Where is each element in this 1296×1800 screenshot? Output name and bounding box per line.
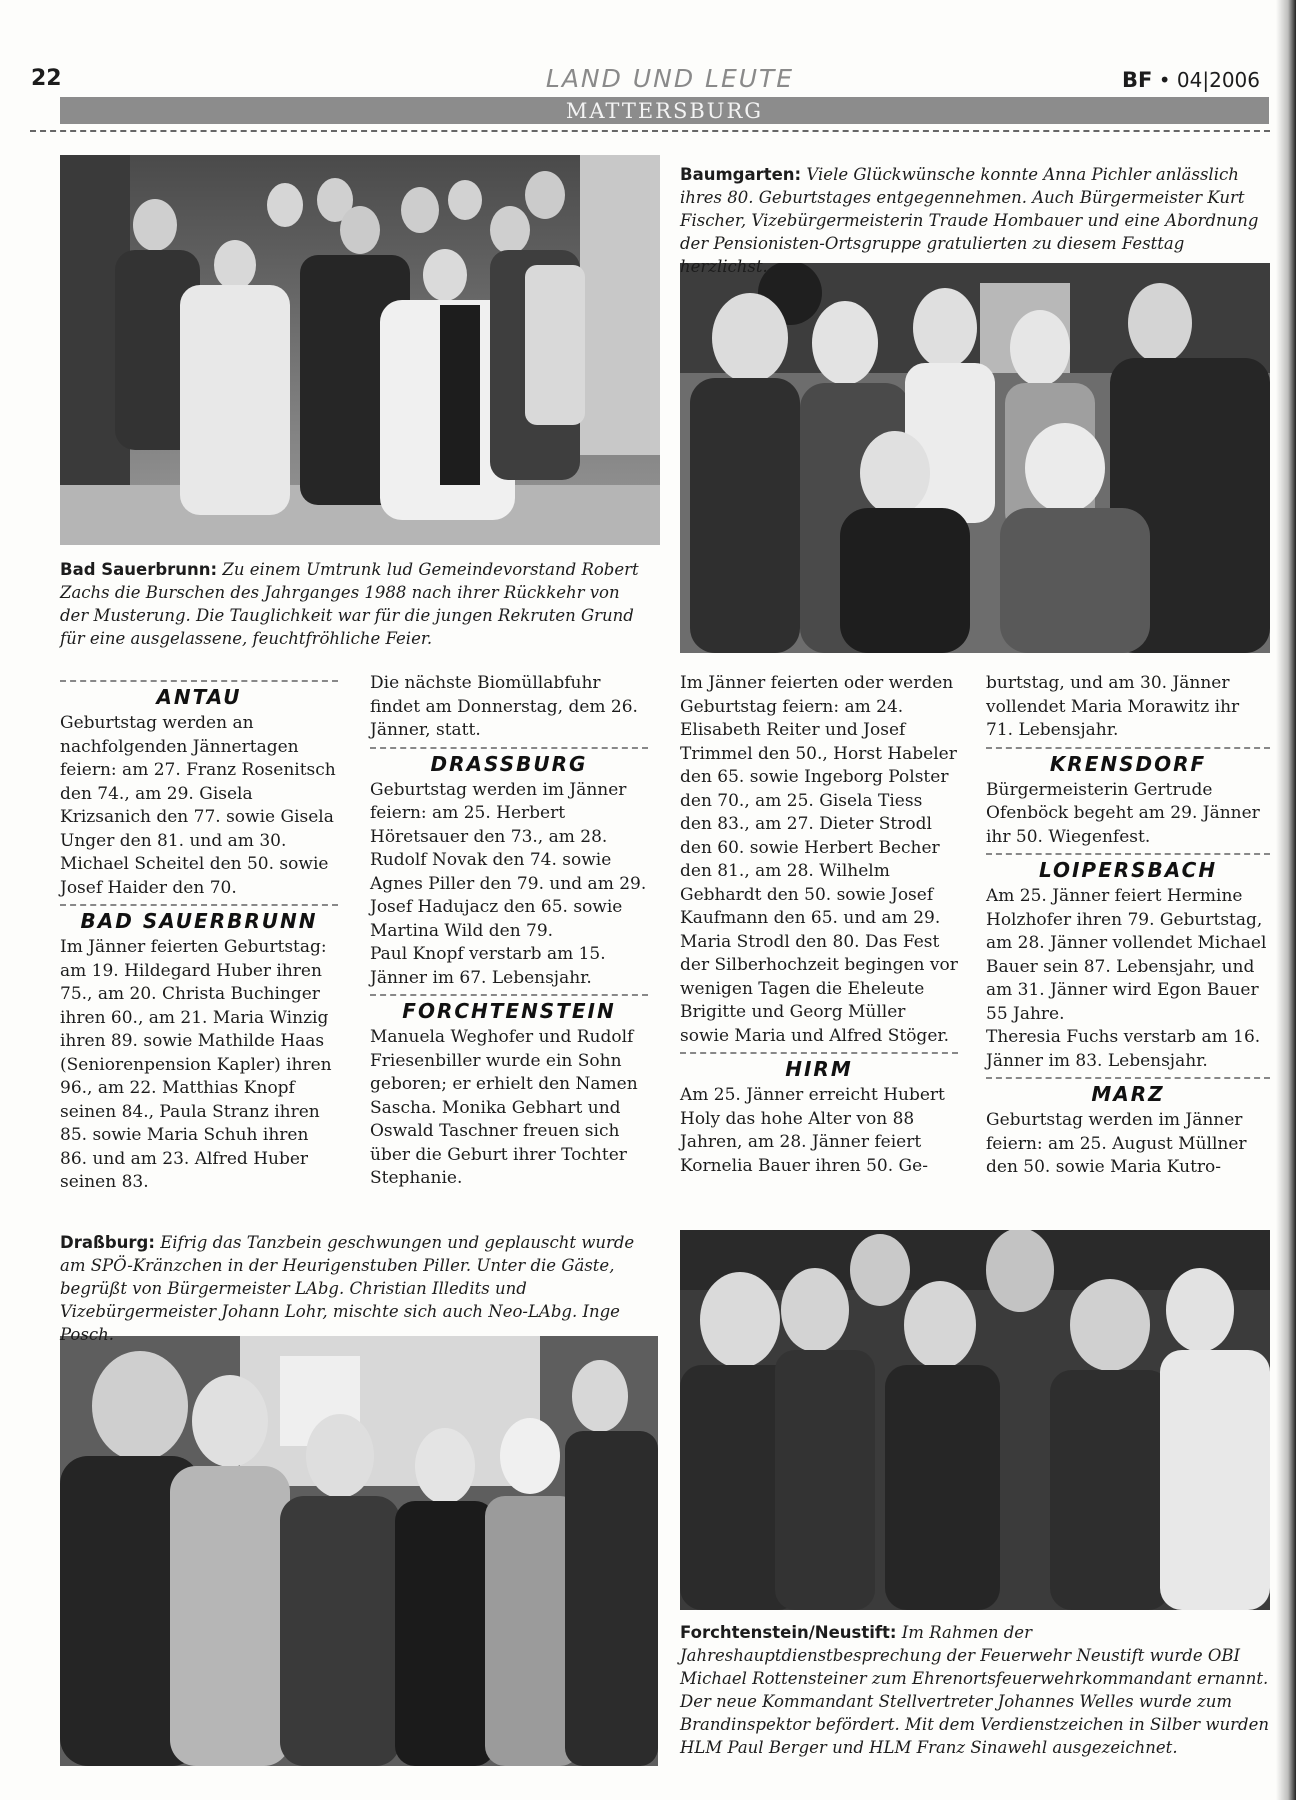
issue-info: [1122, 68, 1260, 92]
caption-forchtenstein-neustift: [680, 1621, 1270, 1759]
heading-bad-sauerbrunn: BAD SAUERBRUNN: [60, 904, 338, 934]
section-kicker: LAND UND LEUTE: [545, 64, 795, 93]
text-biomuell: Die nächste Biomüllabfuhr findet am Donnerstag, dem 26. Jänner, statt.: [370, 673, 638, 740]
heading-drassburg: DRASSBURG: [370, 747, 648, 777]
header-divider: [30, 130, 1270, 132]
heading-antau: ANTAU: [60, 680, 338, 710]
text-forchtenstein: Manuela Weghofer und Rudolf Friesenbiller wurde ein Sohn geboren; er erhielt den Namen Sascha. Monika Gebhart und Oswald Taschner freuen sich über die Geburt ihrer Tochter Stephanie.: [370, 1027, 638, 1188]
heading-forchtenstein: FORCHTENSTEIN: [370, 994, 648, 1024]
article-column-2: [370, 672, 648, 1191]
heading-krensdorf: KRENSDORF: [986, 747, 1270, 777]
issue-separator: •: [1158, 68, 1171, 92]
text-loipersbach: Am 25. Jänner feiert Hermine Holzhofer ihren 79. Geburtstag, am 28. Jänner vollendet Michael Bauer sein 87. Lebensjahr, und am 31. Jänner wird Egon Bauer 55 Jahre.: [986, 886, 1267, 1024]
caption-place: Baumgarten:: [680, 165, 802, 184]
issue-number: 04|2006: [1176, 68, 1260, 92]
heading-loipersbach: LOIPERSBACH: [986, 853, 1270, 883]
article-column-4: [986, 672, 1270, 1180]
text-drassburg: Geburtstag werden im Jänner feiern: am 25. Herbert Höretsauer den 73., am 28. Rudolf Novak den 74. sowie Agnes Piller den 79. und am 29. Josef Hadujacz den 65. sowie Martina Wild den 79.: [370, 779, 647, 941]
text-forchtenstein-cont: Im Jänner feierten oder werden Geburtstag feiern: am 24. Elisabeth Reiter und Josef Trimmel den 50., Horst Habeler den 65. sowie Ingeborg Polster den 70., am 25. Gisela Tiess den 83., am 27. Dieter Strodl den 60. sowie Herbert Becher den 81., am 28. Wilhelm Gebhardt den 50. sowie Josef Kaufmann den 65. und am 29. Maria Strodl den 80. Das Fest der Silberhochzeit begingen vor wenigen Tagen die Eheleute Brigitte und Georg Müller sowie Maria und Alfred Stöger.: [680, 673, 958, 1046]
text-marz: Geburtstag werden im Jänner feiern: am 25. August Müllner den 50. sowie Maria Kutro-: [986, 1110, 1247, 1177]
text-drassburg-death: Paul Knopf verstarb am 15. Jänner im 67. Lebensjahr.: [370, 944, 606, 988]
caption-text: Zu einem Umtrunk lud Gemeindevorstand Robert Zachs die Burschen des Jahrganges 1988 nach ihrer Rückkehr von der Musterung. Die Tauglichkeit war für die jungen Rekruten Grund für eine ausgelassene, feuchtfröhliche Feier.: [60, 560, 639, 648]
text-hirm-cont: burtstag, und am 30. Jänner vollendet Maria Morawitz ihr 71. Lebensjahr.: [986, 673, 1240, 740]
photo-feuerwehr: [680, 1230, 1270, 1610]
caption-text: Im Rahmen der Jahreshauptdienstbesprechung der Feuerwehr Neustift wurde OBI Michael Rottensteiner zum Ehrenortsfeuerwehrkommandant ernannt. Der neue Kommandant Stellvertreter Johannes Welles wurde zum Brandinspektor befördert. Mit dem Verdienstzeichen in Silber wurden HLM Paul Berger und HLM Franz Sinawehl ausgezeichnet.: [680, 1623, 1269, 1757]
heading-marz: MARZ: [986, 1077, 1270, 1107]
caption-place: Draßburg:: [60, 1233, 155, 1252]
photo-kraenzchen: [60, 1336, 658, 1766]
caption-place: Bad Sauerbrunn:: [60, 560, 218, 579]
page-edge-shadow: [1276, 0, 1296, 1800]
article-column-1: [60, 676, 338, 1195]
photo-geburtstag-pichler: [680, 263, 1270, 653]
photo-rekruten: [60, 155, 660, 545]
article-column-3: [680, 672, 958, 1178]
text-bad-sauerbrunn: Im Jänner feierten Geburtstag: am 19. Hildegard Huber ihren 75., am 20. Christa Buchinger ihren 60., am 21. Maria Winzig ihren 89. sowie Mathilde Haas (Seniorenpension Kapler) ihren 96., am 22. Matthias Knopf seinen 84., Paula Stranz ihren 85. sowie Maria Schuh ihren 86. und am 23. Alfred Huber seinen 83.: [60, 937, 332, 1192]
section-title-bar: MATTERSBURG: [60, 97, 1269, 124]
caption-text: Viele Glückwünsche konnte Anna Pichler anlässlich ihres 80. Geburtstages entgegennehmen. Auch Bürgermeister Kurt Fischer, Vizebürgermeisterin Traude Hombauer und eine Abordnung der Pensionisten-Ortsgruppe gratulierten zu diesem Festtag herzlichst.: [680, 165, 1259, 276]
text-loipersbach-death: Theresia Fuchs verstarb am 16. Jänner im 83. Lebensjahr.: [986, 1027, 1261, 1071]
caption-baumgarten: [680, 163, 1270, 278]
heading-hirm: HIRM: [680, 1052, 958, 1082]
caption-drassburg: [60, 1231, 650, 1346]
publication-name: BF: [1122, 68, 1153, 92]
text-hirm: Am 25. Jänner erreicht Hubert Holy das hohe Alter von 88 Jahren, am 28. Jänner feiert Kornelia Bauer ihren 50. Ge-: [680, 1085, 945, 1176]
text-antau: Geburtstag werden an nachfolgenden Jännertagen feiern: am 27. Franz Rosenitsch den 74., am 29. Gisela Krizsanich den 77. sowie Gisela Unger den 81. und am 30. Michael Scheitel den 50. sowie Josef Haider den 70.: [60, 713, 336, 898]
caption-place: Forchtenstein/Neustift:: [680, 1623, 897, 1642]
page-number: 22: [31, 66, 62, 91]
text-krensdorf: Bürgermeisterin Gertrude Ofenböck begeht am 29. Jänner ihr 50. Wiegenfest.: [986, 779, 1260, 847]
caption-bad-sauerbrunn: [60, 558, 650, 650]
caption-text: Eifrig das Tanzbein geschwungen und geplauscht wurde am SPÖ-Kränzchen in der Heurigenstuben Piller. Unter die Gäste, begrüßt von Bürgermeister LAbg. Christian Illedits und Vizebürgermeister Johann Lohr, mischte sich auch Neo-LAbg. Inge Posch.: [60, 1233, 635, 1344]
